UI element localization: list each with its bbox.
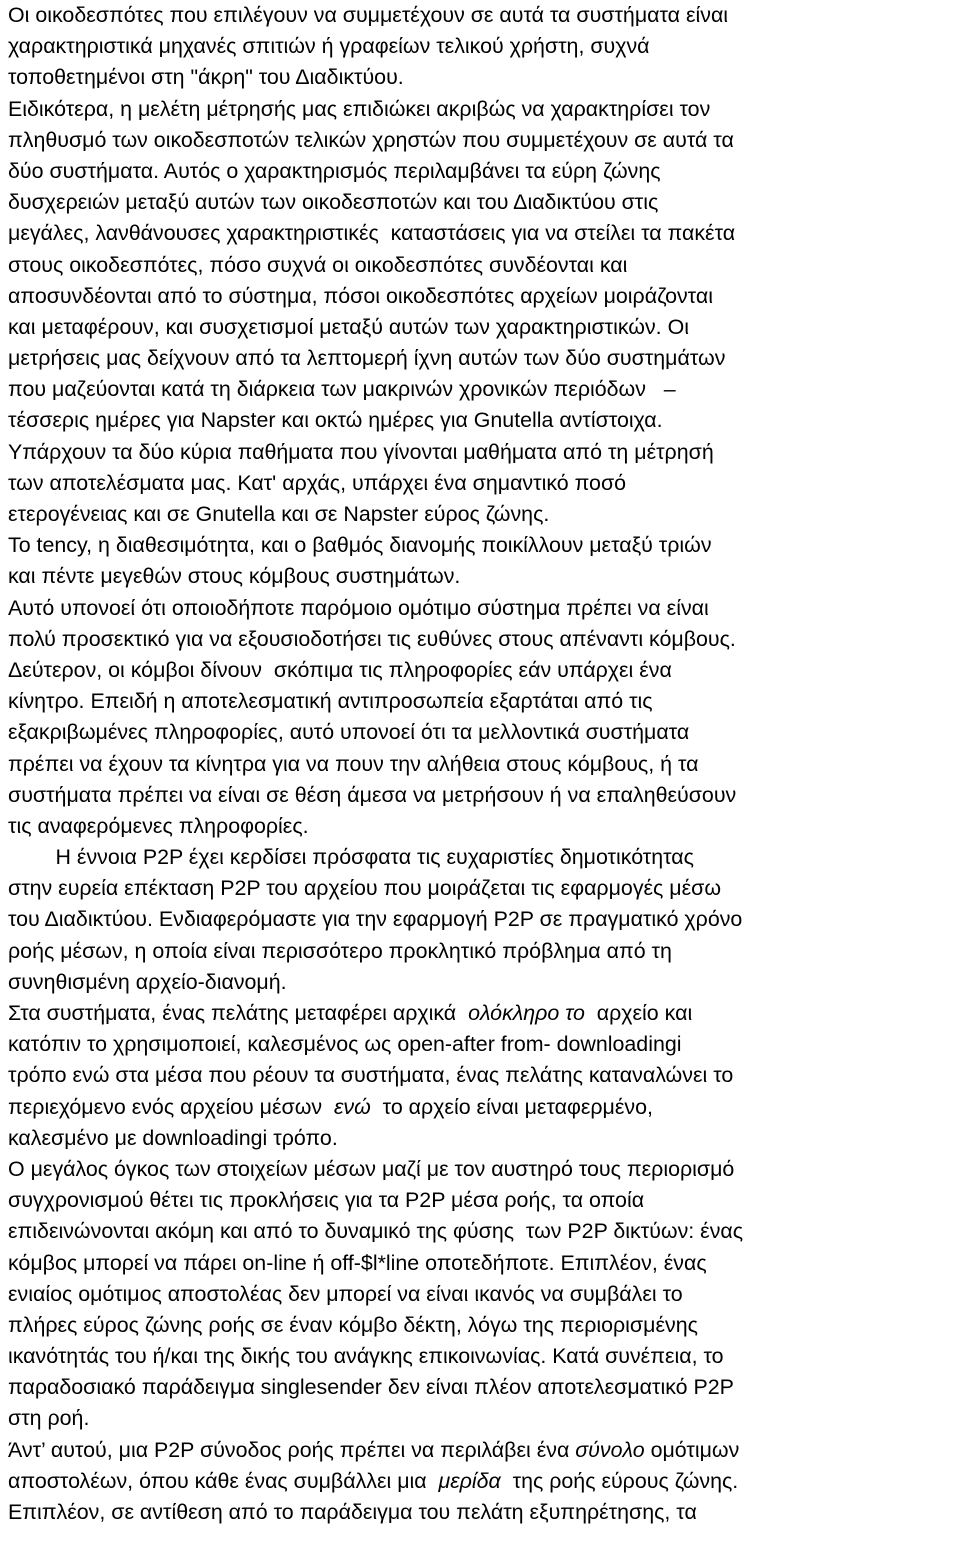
text-line: συνηθισμένη αρχείο-διανομή. [8,969,287,994]
text-line: μετρήσεις μας δείχνουν από τα λεπτομερή ίχνη αυτών των δύο συστημάτων [8,346,726,371]
italic-text: σύνολο [575,1437,645,1462]
text-line: Οι οικοδεσπότες που επιλέγουν να συμμετέχουν σε αυτά τα συστήματα είναι [8,3,729,27]
text-line: επιδεινώνονται ακόμη και από το δυναμικό της φύσης των P2P δικτύων: ένας [8,1219,744,1244]
text-line: και μεταφέρουν, και συσχετισμοί μεταξύ αυτών των χαρακτηριστικών. Οι [8,314,689,339]
text-line: παραδοσιακό παράδειγμα singlesender δεν είναι πλέον αποτελεσματικό P2P [8,1375,734,1400]
text-line [8,1435,960,1466]
text-line: συγχρονισμού θέτει τις προκλήσεις για τα P2P μέσα ροής, τα οποία [8,1188,645,1213]
text-line: και πέντε μεγεθών στους κόμβους συστημάτων. [8,564,461,589]
italic-text: ενώ [334,1094,371,1119]
text-segment: περιεχόμενο ενός αρχείου μέσων [8,1094,335,1119]
text-line [8,1092,960,1123]
text-segment: της ροής εύρους ζώνης. [500,1468,739,1493]
text-line: Αυτό υπονοεί ότι οποιοδήποτε παρόμοιο ομότιμο σύστημα πρέπει να είναι [8,595,709,620]
text-line: κίνητρο. Επειδή η αποτελεσματική αντιπροσωπεία εξαρτάται από τις [8,689,653,714]
text-line: τρόπο ενώ στα μέσα που ρέουν τα συστήματα, ένας πελάτης καταναλώνει το [8,1063,734,1088]
text-line: Υπάρχουν τα δύο κύρια παθήματα που γίνονται μαθήματα από τη μέτρησή [8,439,714,464]
text-line: δύο συστήματα. Αυτός ο χαρακτηρισμός περιλαμβάνει τα εύρη ζώνης [8,158,661,183]
italic-text: ολόκληρο το [468,1001,585,1025]
text-line: Ο μεγάλος όγκος των στοιχείων μέσων μαζί με τον αυστηρό τους περιορισμό [8,1156,735,1181]
text-line: των αποτελέσματα μας. Κατ' αρχάς, υπάρχει ένα σημαντικό ποσό [8,470,627,495]
text-line: δυσχερειών μεταξύ αυτών των οικοδεσποτών και του Διαδικτύου στις [8,190,659,215]
text-line: κατόπιν το χρησιμοποιεί, καλεσμένος ως open-after from- downloadingi [8,1032,682,1057]
text-line: ετερογένειας και σε Gnutella και σε Napster εύρος ζώνης. [8,502,550,526]
text-segment: αρχείο και [584,1001,693,1025]
text-line: στη ροή. [8,1406,90,1431]
text-line: του Διαδικτύου. Ενδιαφερόμαστε για την εφαρμογή P2P σε πραγματικό χρόνο [8,907,743,932]
text-segment: ομότιμων [644,1437,740,1462]
text-line: που μαζεύονται κατά τη διάρκεια των μακρινών χρονικών περιόδων – [8,377,676,402]
italic-text: μερίδα [438,1468,501,1493]
text-line: πολύ προσεκτικό για να εξουσιοδοτήσει τις ευθύνες στους απέναντι κόμβους. [8,626,736,651]
text-line: συστήματα πρέπει να είναι σε θέση άμεσα να μετρήσουν ή να επαληθεύσουν [8,782,737,807]
text-line [8,1466,960,1497]
text-segment: Άντ’ αυτού, μια P2P σύνοδος ροής πρέπει να περιλάβει ένα [8,1437,576,1462]
text-line: στους οικοδεσπότες, πόσο συχνά οι οικοδεσπότες συνδέονται και [8,252,628,277]
text-line: ροής μέσων, η οποία είναι περισσότερο προκλητικό πρόβλημα από τη [8,938,672,963]
text-line: Ειδικότερα, η μελέτη μέτρησής μας επιδιώκει ακριβώς να χαρακτηρίσει τον [8,96,711,121]
text-segment: Στα συστήματα, ένας πελάτης μεταφέρει αρχικά [8,1001,469,1025]
text-line: εξακριβωμένες πληροφορίες, αυτό υπονοεί ότι τα μελλοντικά συστήματα [8,720,690,745]
text-line: αποσυνδέονται από το σύστημα, πόσοι οικοδεσπότες αρχείων μοιράζονται [8,283,713,308]
text-line: κόμβος μπορεί να πάρει on-line ή off-$l*line οποτεδήποτε. Επιπλέον, ένας [8,1250,707,1275]
text-segment: το αρχείο είναι μεταφερμένο, [370,1094,653,1119]
text-line: τέσσερις ημέρες για Napster και οκτώ ημέρες για Gnutella αντίστοιχα. [8,408,663,433]
text-line: Το tency, η διαθεσιμότητα, και ο βαθμός διανομής ποικίλλουν μεταξύ τριών [8,533,712,558]
text-line: Επιπλέον, σε αντίθεση από το παράδειγμα του πελάτη εξυπηρέτησης, τα [8,1500,697,1524]
text-line: Δεύτερον, οι κόμβοι δίνουν σκόπιμα τις πληροφορίες εάν υπάρχει ένα [8,657,672,682]
text-line: καλεσμένο με downloadingi τρόπο. [8,1125,338,1150]
text-line [8,998,960,1029]
text-line: πλήρες εύρος ζώνης ροής σε έναν κόμβο δέκτη, λόγω της περιορισμένης [8,1312,698,1337]
text-segment: αποστολέων, όπου κάθε ένας συμβάλλει μια [8,1468,439,1493]
text-line: ενιαίος ομότιμος αποστολέας δεν μπορεί να είναι ικανός να συμβάλει το [8,1281,683,1306]
text-line: ικανότητάς του ή/και της δικής του ανάγκης επικοινωνίας. Κατά συνέπεια, το [8,1344,724,1369]
text-line: τοποθετημένοι στη "άκρη" του Διαδικτύου. [8,65,404,90]
text-line: πρέπει να έχουν τα κίνητρα για να πουν την αλήθεια στους κόμβους, ή τα [8,751,699,776]
text-line: τις αναφερόμενες πληροφορίες. [8,813,309,838]
text-line: στην ευρεία επέκταση P2P του αρχείου που μοιράζεται τις εφαρμογές μέσω [8,876,722,901]
text-line: χαρακτηριστικά μηχανές σπιτιών ή γραφείων τελικού χρήστη, συχνά [8,34,650,59]
text-line: μεγάλες, λανθάνουσες χαρακτηριστικές καταστάσεις για να στείλει τα πακέτα [8,221,736,246]
text-line: πληθυσμό των οικοδεσποτών τελικών χρηστών που συμμετέχουν σε αυτά τα [8,127,734,152]
text-line: Η έννοια P2P έχει κερδίσει πρόσφατα τις ευχαριστίες δημοτικότητας [8,845,694,870]
